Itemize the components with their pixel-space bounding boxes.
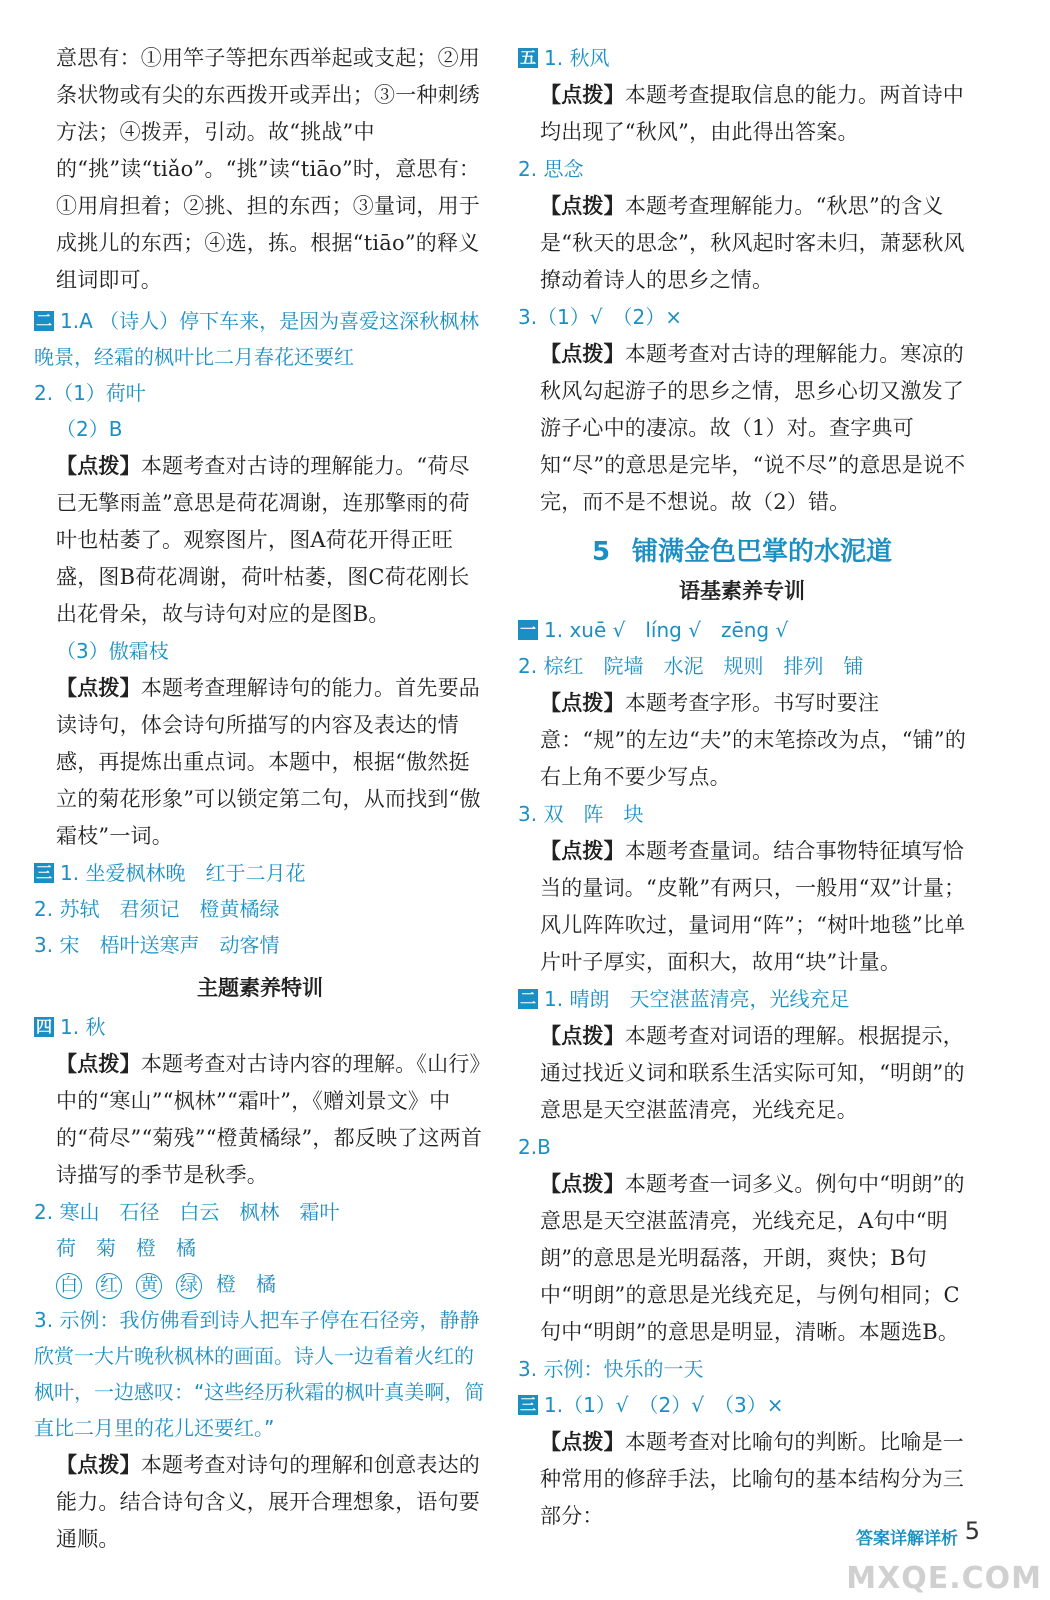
answer-s4-q2-line3: 白 红 黄 绿 橙 橘 [34, 1266, 486, 1302]
subtitle: 语基素养专训 [679, 579, 805, 603]
answer-a-q2: 2. 棕红 院墙 水泥 规则 排列 铺 [518, 654, 864, 678]
right-column [518, 40, 966, 1535]
answer-b-q1: 二 1. 晴朗 天空湛蓝清亮，光线充足 [519, 987, 850, 1011]
tip-a-q3: 【点拨】本题考查量词。结合事物特征填写恰当的量词。“皮靴”有两只，一般用“双”计量；风儿阵阵吹过，量词用“阵”；“树叶地毯”比单片叶子厚实，面积大，故用“块”计量。 [540, 838, 966, 974]
intro-text: 意思有：①用竿子等把东西举起或支起；②用条状物或有尖的东西拨开或弄出；③一种刺绣方法；④拨弄，引动。故“挑战”中的“挑”读“tiǎo”。“挑”读“tiāo”时，意思有：①用肩担着；②挑、担的东西；③量词，用于成挑儿的东西；④选，拣。根据“tiāo”的释义组词即可。 [56, 46, 481, 292]
section-title: 主题素养特训 [197, 976, 323, 1000]
answer-s3-q2: 2. 苏轼 君须记 橙黄橘绿 [34, 897, 280, 921]
answer-c-q1: 三 1.（1）√ （2）√ （3）× [519, 1393, 784, 1417]
tip-s5-q3: 【点拨】本题考查对古诗的理解能力。寒凉的秋风勾起游子的思乡之情，思乡心切又激发了游子心中的凄凉。故（1）对。查字典可知“尽”的意思是完毕，“说不尽”的意思是说不完，而不是不想说。故（2）错。 [540, 341, 966, 514]
answer-s3-q3: 3. 宋 梧叶送寒声 动客情 [34, 933, 280, 957]
lesson-number: 5 [591, 537, 611, 567]
answer-s4-q2-line2: 荷 菊 橙 橘 [56, 1236, 196, 1260]
section-badge: 四 [35, 1017, 52, 1036]
answer-a-q3: 3. 双 阵 块 [518, 802, 644, 826]
answer-s4-q3: 3. 示例：我仿佛看到诗人把车子停在石径旁，静静欣赏一大片晚秋枫林的画面。诗人一边看着火红的枫叶，一边感叹：“这些经历秋霜的枫叶真美啊，简直比二月里的花儿还要红。” [34, 1308, 485, 1440]
answer-s2-q2b: （2）B [56, 417, 123, 441]
tip-s4-q1: 【点拨】本题考查对古诗内容的理解。《山行》中的“寒山”“枫林”“霜叶”，《赠刘景文》中的“荷尽”“菊残”“橙黄橘绿”，都反映了这两首诗描写的季节是秋季。 [56, 1051, 483, 1187]
watermark: MXQE.COM [846, 1561, 1042, 1596]
tip-s2-q2c: 【点拨】本题考查理解诗句的能力。首先要品读诗句，体会诗句所描写的内容及表达的情感，再提炼出重点词。本题中，根据“傲然挺立的菊花形象”可以锁定第二句，从而找到“傲霜枝”一词。 [56, 675, 481, 848]
section-badge: 二 [35, 311, 52, 330]
left-column [34, 40, 486, 1558]
tip-a-q2: 【点拨】本题考查字形。书写时要注意：“规”的左边“夫”的末笔捺改为点，“铺”的右上角不要少写点。 [540, 690, 967, 789]
lesson-heading [518, 531, 966, 568]
section-badge: 一 [519, 620, 536, 639]
answer-s2-q2c: （3）傲霜枝 [56, 639, 169, 663]
tip-b-q2: 【点拨】本题考查一词多义。例句中“明朗”的意思是天空湛蓝清亮，光线充足，A句中“明朗”的意思是光明磊落，开朗，爽快；B句中“明朗”的意思是光线充足，与例句相同；C句中“明朗”的意思是明显，清晰。本题选B。 [540, 1171, 965, 1344]
tip-s5-q2: 【点拨】本题考查理解能力。“秋思”的含义是“秋天的思念”，秋风起时客未归，萧瑟秋风撩动着诗人的思乡之情。 [540, 193, 965, 292]
answer-s5-q3: 3.（1）√ （2）× [518, 305, 683, 329]
tip-b-q1: 【点拨】本题考查对词语的理解。根据提示，通过找近义词和联系生活实际可知，“明朗”的意思是天空湛蓝清亮，光线充足。 [540, 1023, 965, 1122]
section-badge: 五 [519, 48, 536, 67]
answer-s4-q1: 四 1. 秋 [35, 1015, 106, 1039]
tip-c-q1: 【点拨】本题考查对比喻句的判断。比喻是一种常用的修辞手法，比喻句的基本结构分为三部分： [540, 1429, 965, 1528]
tip-s5-q1: 【点拨】本题考查提取信息的能力。两首诗中均出现了“秋风”，由此得出答案。 [540, 82, 965, 144]
circled-char: 黄 [136, 1273, 162, 1299]
circled-char: 红 [96, 1273, 122, 1299]
section-badge: 二 [519, 989, 536, 1008]
tip-s4-q3: 【点拨】本题考查对诗句的理解和创意表达的能力。结合诗句含义，展开合理想象，语句要通顺。 [56, 1452, 481, 1551]
answer-s3-q1: 三 1. 坐爱枫林晚 红于二月花 [35, 861, 306, 885]
answer-a-q1: 一 1. xuē √ líng √ zēng √ [519, 618, 789, 642]
section-badge: 三 [35, 863, 52, 882]
answer-s2-q2a: 2.（1）荷叶 [34, 381, 146, 405]
answer-s5-q2: 2. 思念 [518, 157, 584, 181]
page-number: 5 [964, 1517, 980, 1545]
answer-s4-q2-line1: 2. 寒山 石径 白云 枫林 霜叶 [34, 1200, 340, 1224]
answer-s2-q1: 二 1.A （诗人）停下车来，是因为喜爱这深秋枫林晚景，经霜的枫叶比二月春花还要红 [34, 309, 480, 369]
footer-label: 答案详解详析 [856, 1529, 958, 1549]
answer-b-q3: 3. 示例：快乐的一天 [518, 1357, 704, 1381]
section-badge: 三 [519, 1395, 536, 1414]
answer-s5-q1: 五 1. 秋风 [519, 46, 610, 70]
tip-s2-q2b: 【点拨】本题考查对古诗的理解能力。“荷尽已无擎雨盖”意思是荷花凋谢，连那擎雨的荷叶也枯萎了。观察图片，图A荷花开得正旺盛，图B荷花凋谢，荷叶枯萎，图C荷花刚长出花骨朵，故与诗句对应的是图B。 [56, 453, 470, 626]
circled-char: 白 [56, 1273, 82, 1299]
lesson-title: 铺满金色巴掌的水泥道 [632, 537, 893, 567]
circled-char: 绿 [176, 1273, 202, 1299]
answer-b-q2: 2.B [518, 1135, 551, 1159]
